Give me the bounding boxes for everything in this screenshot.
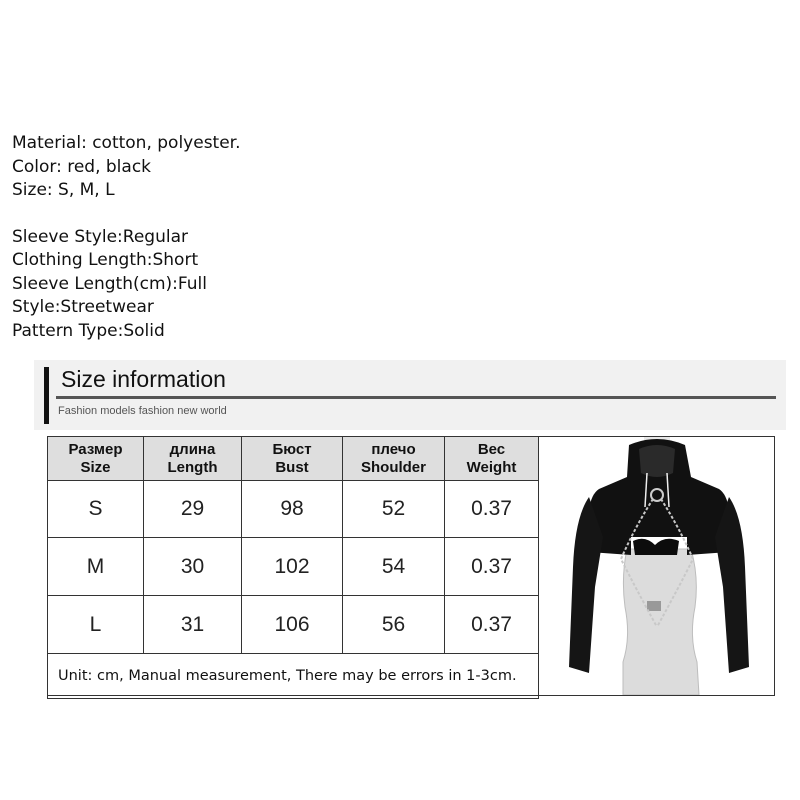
mannequin-tag xyxy=(647,601,661,611)
bust-cell: 98 xyxy=(242,481,343,538)
length-cell: 30 xyxy=(144,538,242,596)
banner-accent-bar xyxy=(44,367,49,424)
header-size: Размер Size xyxy=(48,437,144,481)
material-spec: Material: cotton, polyester. xyxy=(12,133,241,153)
bust-cell: 102 xyxy=(242,538,343,596)
left-sleeve xyxy=(569,497,603,673)
table-header-row xyxy=(48,437,539,481)
style-spec: Style:Streetwear xyxy=(12,297,154,317)
table-row xyxy=(48,596,539,654)
product-photo xyxy=(539,437,774,695)
size-table xyxy=(47,436,539,699)
clothing-length-spec: Clothing Length:Short xyxy=(12,250,199,270)
shoulder-cell: 54 xyxy=(343,538,445,596)
length-cell: 31 xyxy=(144,596,242,654)
pattern-type-spec: Pattern Type:Solid xyxy=(12,320,165,341)
table-row xyxy=(48,538,539,596)
header-length: длина Length xyxy=(144,437,242,481)
length-cell: 29 xyxy=(144,481,242,538)
size-cell: M xyxy=(48,538,144,596)
product-specs xyxy=(12,132,241,343)
size-info-banner xyxy=(34,360,786,430)
bralette xyxy=(633,539,679,555)
shoulder-cell: 52 xyxy=(343,481,445,538)
header-bust: Бюст Bust xyxy=(242,437,343,481)
size-cell: L xyxy=(48,596,144,654)
header-shoulder: плечо Shoulder xyxy=(343,437,445,481)
color-spec: Color: red, black xyxy=(12,156,152,177)
shoulder-cell: 56 xyxy=(343,596,445,654)
table-note-row xyxy=(48,654,539,699)
size-spec: Size: S, M, L xyxy=(12,180,115,200)
cropped-hoodie-illustration xyxy=(539,437,774,695)
weight-cell: 0.37 xyxy=(445,538,539,596)
weight-cell: 0.37 xyxy=(445,481,539,538)
banner-subtitle: Fashion models fashion new world xyxy=(58,405,227,417)
header-weight: Вес Weight xyxy=(445,437,539,481)
banner-title: Size information xyxy=(61,366,226,392)
hood-opening xyxy=(639,445,675,477)
table-row xyxy=(48,481,539,538)
measurement-note: Unit: cm, Manual measurement, There may be errors in 1-3cm. xyxy=(48,654,539,699)
right-sleeve xyxy=(715,497,749,673)
sleeve-style-spec: Sleeve Style:Regular xyxy=(12,226,188,247)
sleeve-length-spec: Sleeve Length(cm):Full xyxy=(12,273,207,294)
banner-divider xyxy=(56,396,776,399)
bust-cell: 106 xyxy=(242,596,343,654)
size-cell: S xyxy=(48,481,144,538)
weight-cell: 0.37 xyxy=(445,596,539,654)
